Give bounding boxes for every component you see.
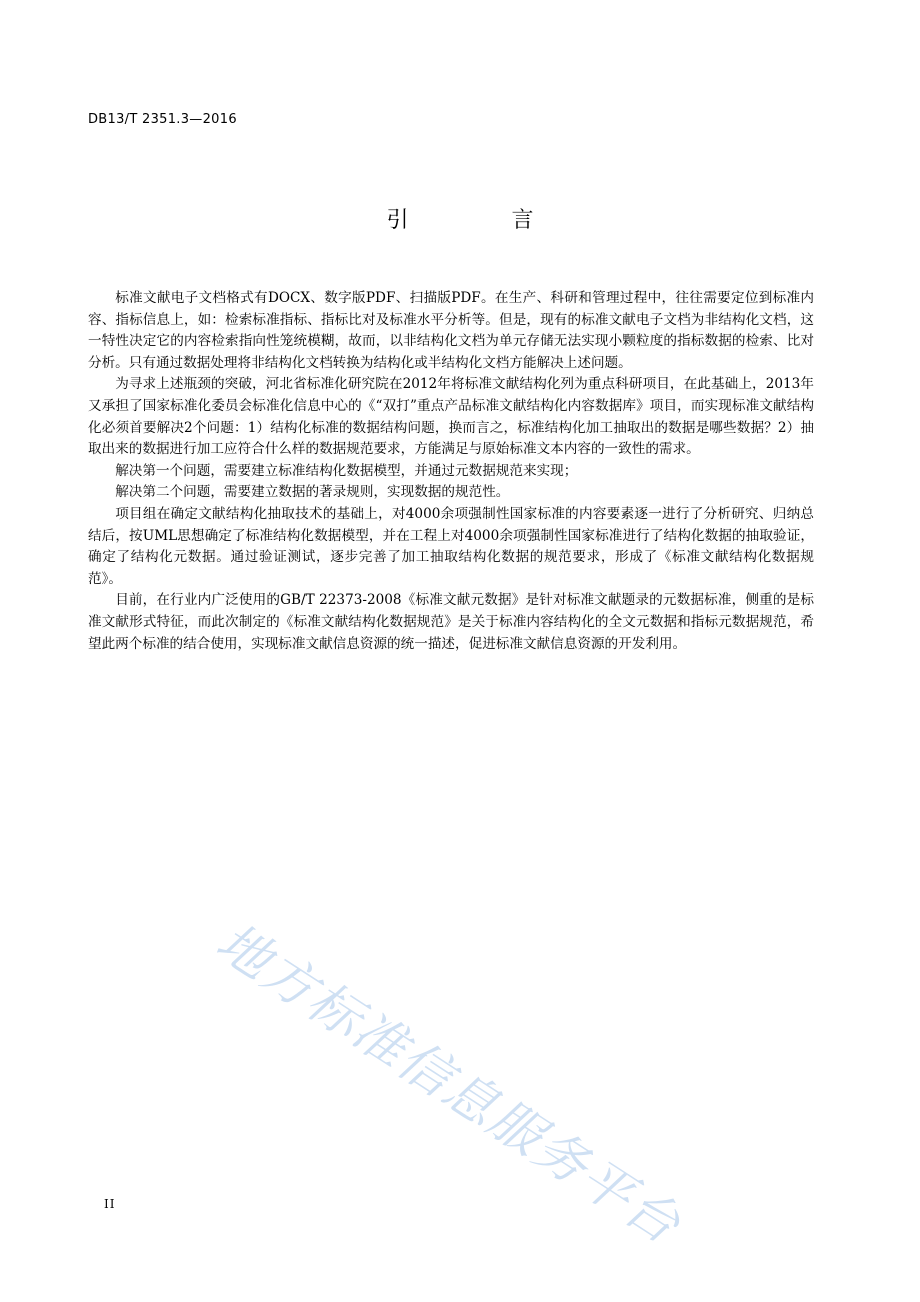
paragraph: 解决第二个问题，需要建立数据的著录规则，实现数据的规范性。 — [115, 484, 510, 501]
paragraph: 标准文献电子文档格式有DOCX、数字版PDF、扫描版PDF。在生产、科研和管理过程中，往往需要定位到标准内容、指标信息上，如：检索标准指标、指标比对及标准水平分析等。但是，现有的标准文献电子文档为非结构化文档，这一特性决定它的内容检索指向性笼统模糊，故而，以非结构化文档为单元存储无法实现小颗粒度的指标数据的检索、比对分析。只有通过数据处理将非结构化文档转换为结构化或半结构化文档方能解决上述问题。 — [88, 290, 814, 371]
body-text — [88, 288, 814, 655]
watermark: 地方标准信息服务平台 — [205, 911, 692, 1257]
paragraph: 为寻求上述瓶颈的突破，河北省标准化研究院在2012年将标准文献结构化列为重点科研项目，在此基础上，2013年又承担了国家标准化委员会标准化信息中心的《“双打”重点产品标准文献结构化内容数据库》项目，而实现标准文献结构化必须首要解决2个问题：1）结构化标准的数据结构问题，换而言之，标准结构化加工抽取出的数据是哪些数据？2）抽取出来的数据进行加工应符合什么样的数据规范要求，方能满足与原始标准文本内容的一致性的需求。 — [88, 376, 814, 458]
page-number: II — [104, 1197, 116, 1211]
paragraph: 解决第一个问题，需要建立标准结构化数据模型，并通过元数据规范来实现； — [115, 462, 578, 479]
paragraph: 目前，在行业内广泛使用的GB/T 22373-2008《标准文献元数据》是针对标准文献题录的元数据标准，侧重的是标准文献形式特征，而此次制定的《标准文献结构化数据规范》是关于标准内容结构化的全文元数据和指标元数据规范，希望此两个标准的结合使用，实现标准文献信息资源的统一描述，促进标准文献信息资源的开发利用。 — [88, 592, 814, 652]
section-title: 引 言 — [386, 208, 582, 233]
standard-code: DB13/T 2351.3—2016 — [88, 112, 237, 127]
paragraph: 项目组在确定文献结构化抽取技术的基础上，对4000余项强制性国家标准的内容要素逐一进行了分析研究、归纳总结后，按UML思想确定了标准结构化数据模型，并在工程上对4000余项强制性国家标准进行了结构化数据的抽取验证，确定了结构化元数据。通过验证测试，逐步完善了加工抽取结构化数据的规范要求，形成了《标准文献结构化数据规范》。 — [88, 505, 814, 587]
